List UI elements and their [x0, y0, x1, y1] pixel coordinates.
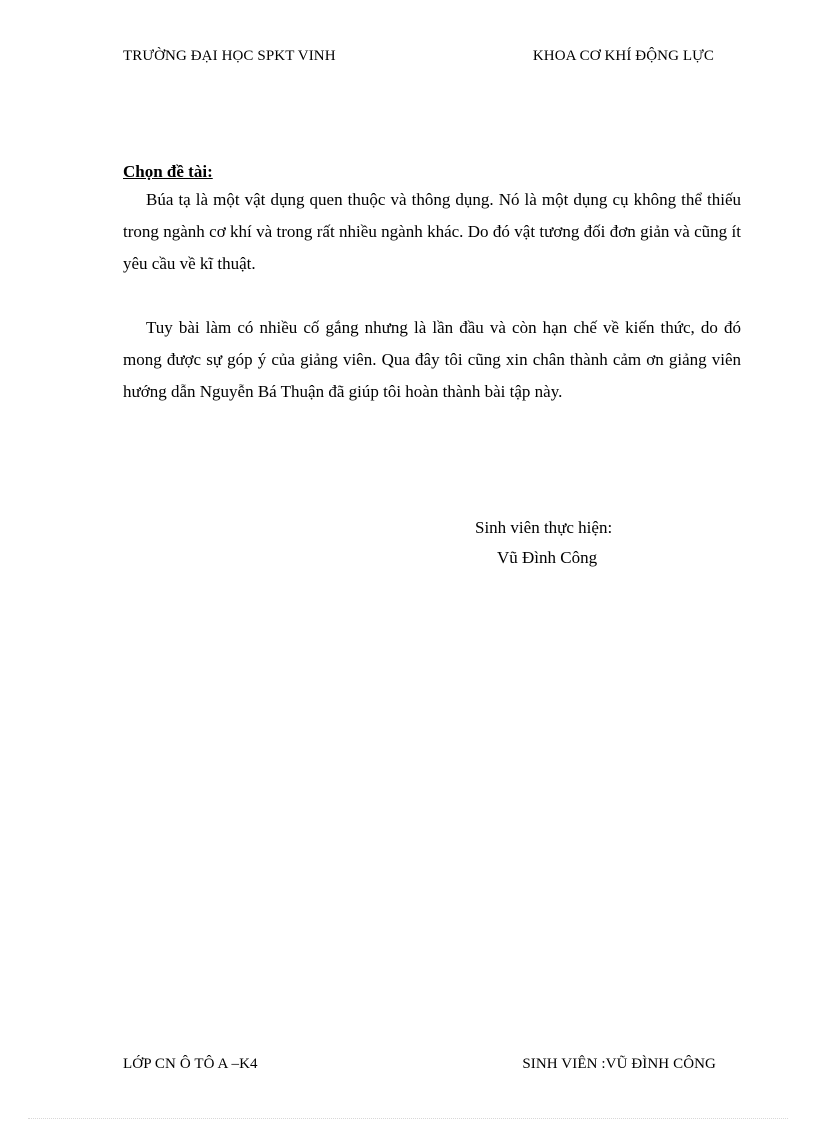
paragraph-thanks: Tuy bài làm có nhiều cố gắng nhưng là lần đầu và còn hạn chế về kiến thức, do đó mong được sự góp ý của giảng viên. Qua đây tôi cũng xin chân thành cảm ơn giảng viên hướng dẫn Nguyễn Bá Thuận đã giúp tôi hoàn thành bài tập này.	[123, 318, 741, 401]
page-header	[123, 48, 718, 65]
footer-class: LỚP CN Ô TÔ A –K4	[123, 1056, 258, 1072]
signature-name: Vũ Đình Công	[497, 548, 598, 567]
header-faculty: KHOA CƠ KHÍ ĐỘNG LỰC	[532, 48, 714, 64]
footer-student: SINH VIÊN :VŨ ĐÌNH CÔNG	[522, 1056, 716, 1072]
page-bottom-divider	[28, 1118, 788, 1119]
signature-block	[475, 513, 695, 573]
main-content	[123, 160, 741, 408]
header-school: TRƯỜNG ĐẠI HỌC SPKT VINH	[123, 48, 336, 64]
page-footer	[123, 1056, 718, 1073]
signature-role: Sinh viên thực hiện:	[475, 518, 613, 537]
section-title: Chọn đề tài:	[123, 162, 213, 181]
paragraph-intro: Búa tạ là một vật dụng quen thuộc và thông dụng. Nó là một dụng cụ không thể thiếu trong ngành cơ khí và trong rất nhiều ngành khác. Do đó vật tương đối đơn giản và cũng ít yêu cầu về kĩ thuật.	[123, 190, 741, 273]
